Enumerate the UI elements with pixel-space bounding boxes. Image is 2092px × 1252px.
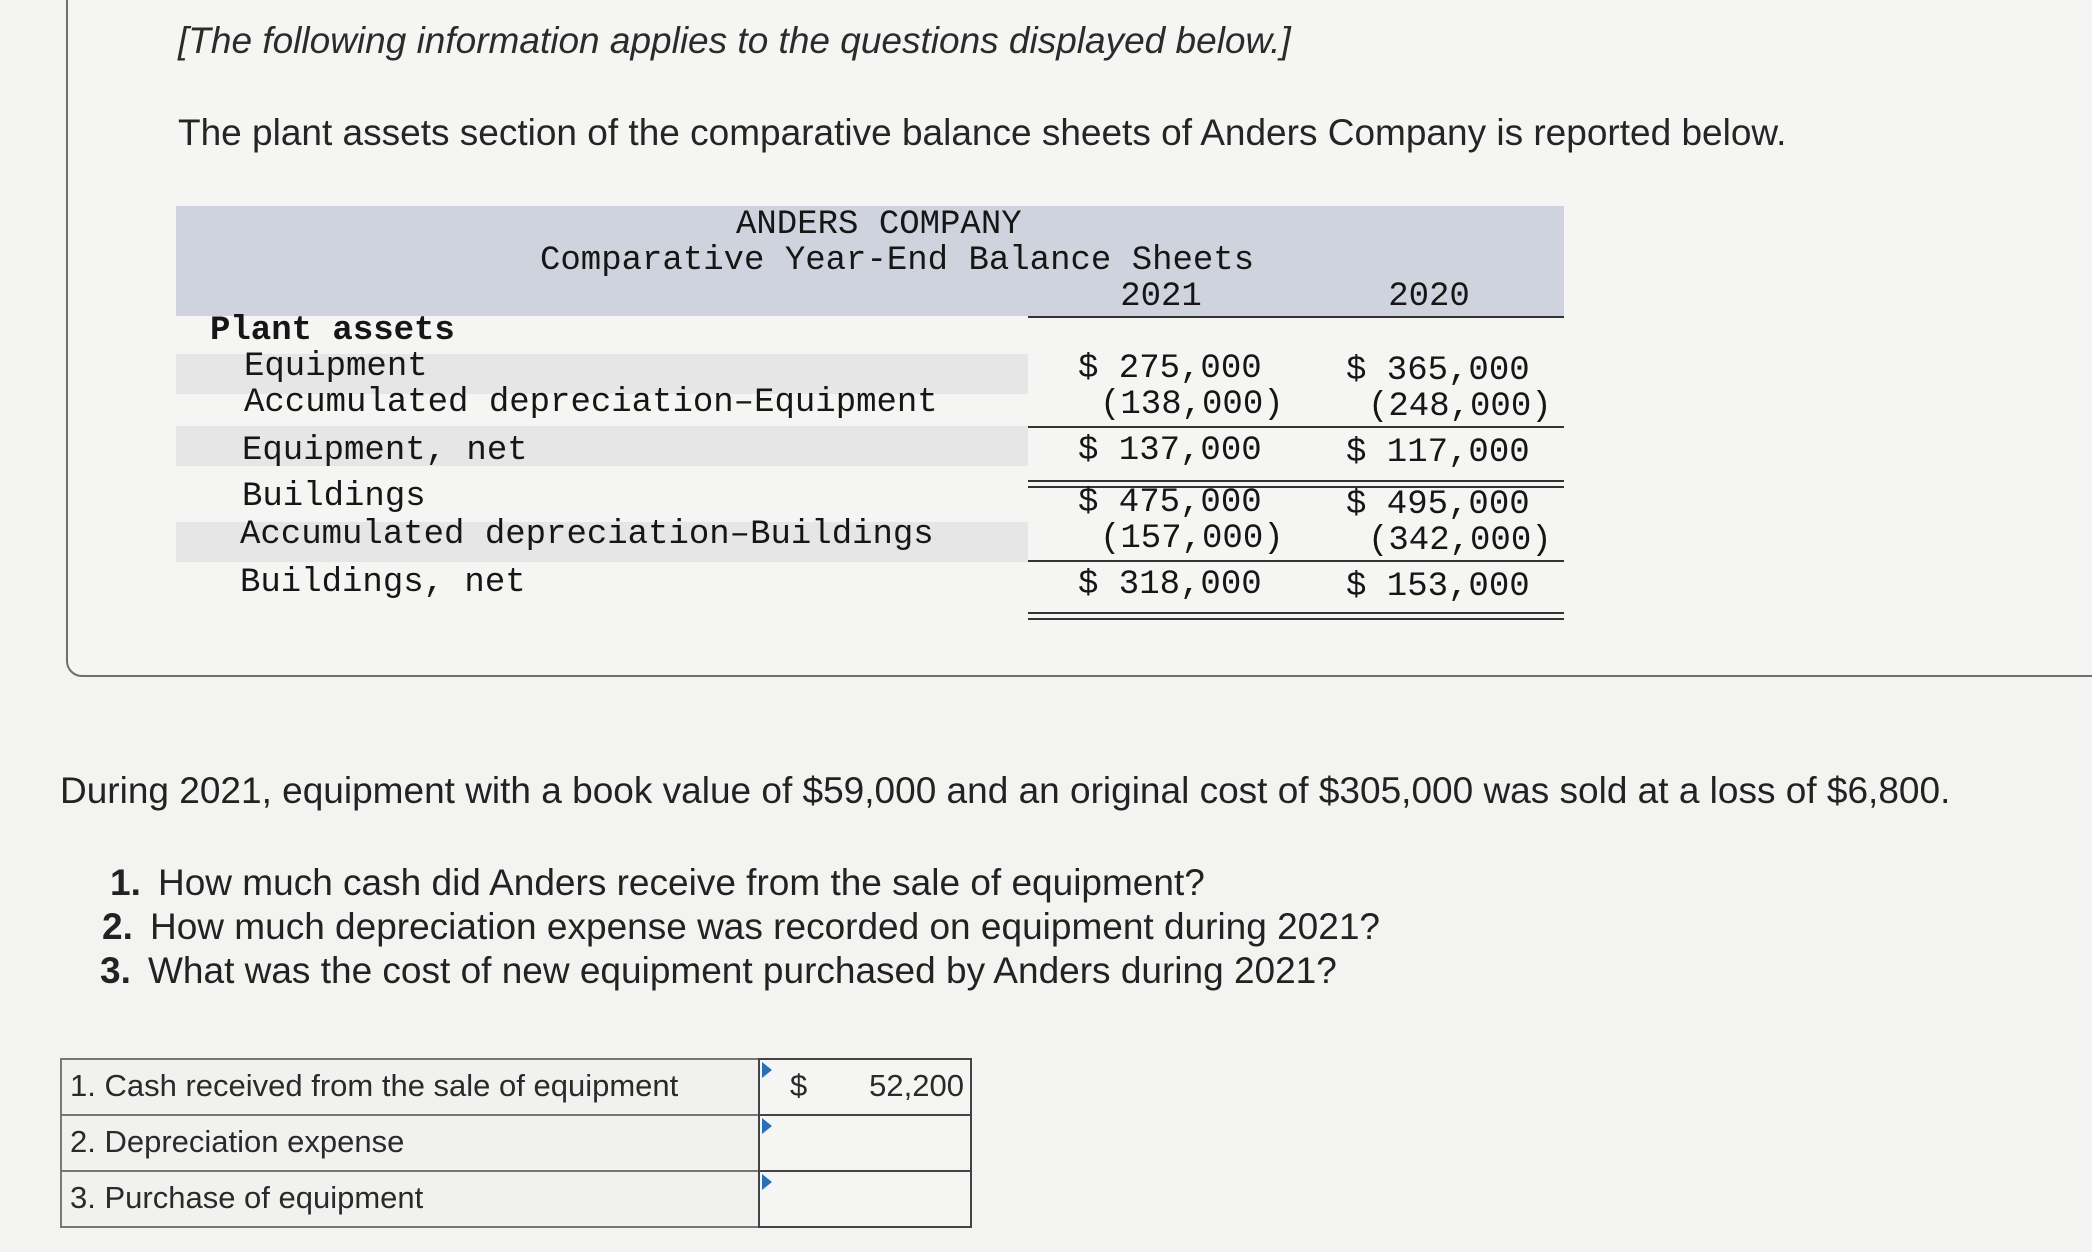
row-label: Buildings [242, 478, 426, 516]
question-text: How much cash did Anders receive from the sale of equipment? [158, 862, 1205, 903]
question-number: 2. [102, 906, 133, 947]
question-1 [110, 862, 1205, 904]
value-2020: $ 365,000 [1346, 352, 1530, 390]
value-2020: (248,000) [1368, 388, 1552, 426]
value-2020: (342,000) [1368, 522, 1552, 560]
question-3 [100, 950, 1337, 992]
intro-text: [The following information applies to the questions displayed below.] [178, 20, 1291, 61]
question-2 [102, 906, 1380, 948]
cash-received-input[interactable] [758, 1058, 972, 1116]
answer-table [60, 1058, 974, 1234]
year-2020-header: 2020 [1388, 278, 1470, 316]
statement-title: Comparative Year-End Balance Sheets [540, 242, 1255, 280]
answer-row-label [60, 1058, 762, 1116]
value-2021: (138,000) [1100, 386, 1284, 424]
double-rule-bottom [1028, 618, 1564, 620]
row-label: Equipment [244, 348, 428, 386]
row-label: Accumulated depreciation–Buildings [240, 516, 934, 554]
company-name: ANDERS COMPANY [736, 206, 1022, 244]
double-rule-top [1028, 612, 1564, 614]
value-2021: (157,000) [1100, 520, 1284, 558]
double-rule-top [1028, 480, 1564, 482]
balance-sheet [176, 206, 1564, 626]
question-text: How much depreciation expense was recorded on equipment during 2021? [150, 906, 1380, 947]
subtotal-rule [1028, 560, 1564, 562]
value-2021: $ 318,000 [1078, 566, 1262, 604]
question-text: What was the cost of new equipment purchased by Anders during 2021? [148, 950, 1337, 991]
purchase-of-equipment-input[interactable] [758, 1170, 972, 1228]
question-number: 1. [110, 862, 141, 903]
subtotal-rule [1028, 426, 1564, 428]
input-marker-icon [762, 1062, 772, 1078]
answer-row-label [60, 1114, 762, 1172]
header-rule [1028, 316, 1564, 318]
input-marker-icon [762, 1174, 772, 1190]
lead-text: The plant assets section of the comparative balance sheets of Anders Company is reported below. [178, 112, 1787, 153]
input-marker-icon [762, 1118, 772, 1134]
question-number: 3. [100, 950, 131, 991]
depreciation-expense-input[interactable] [758, 1114, 972, 1172]
value-2020: $ 495,000 [1346, 486, 1530, 524]
answer-label: 2. Depreciation expense [70, 1124, 405, 1159]
value-2021: $ 475,000 [1078, 484, 1262, 522]
statement-text: During 2021, equipment with a book value of $59,000 and an original cost of $305,000 was sold at a loss of $6,800. [60, 770, 1951, 811]
value-2020: $ 153,000 [1346, 568, 1530, 606]
answer-row-label [60, 1170, 762, 1228]
value-2021: $ 137,000 [1078, 432, 1262, 470]
value-2021: $ 275,000 [1078, 350, 1262, 388]
answer-label: 3. Purchase of equipment [70, 1180, 424, 1215]
answer-value: 52,200 [869, 1068, 964, 1103]
answer-label: 1. Cash received from the sale of equipment [70, 1068, 679, 1103]
row-label: Buildings, net [240, 564, 526, 602]
row-label: Accumulated depreciation–Equipment [244, 384, 938, 422]
currency-symbol: $ [790, 1068, 808, 1103]
row-label: Equipment, net [242, 432, 528, 470]
value-2020: $ 117,000 [1346, 434, 1530, 472]
year-2021-header: 2021 [1120, 278, 1202, 316]
section-label: Plant assets [210, 312, 455, 350]
